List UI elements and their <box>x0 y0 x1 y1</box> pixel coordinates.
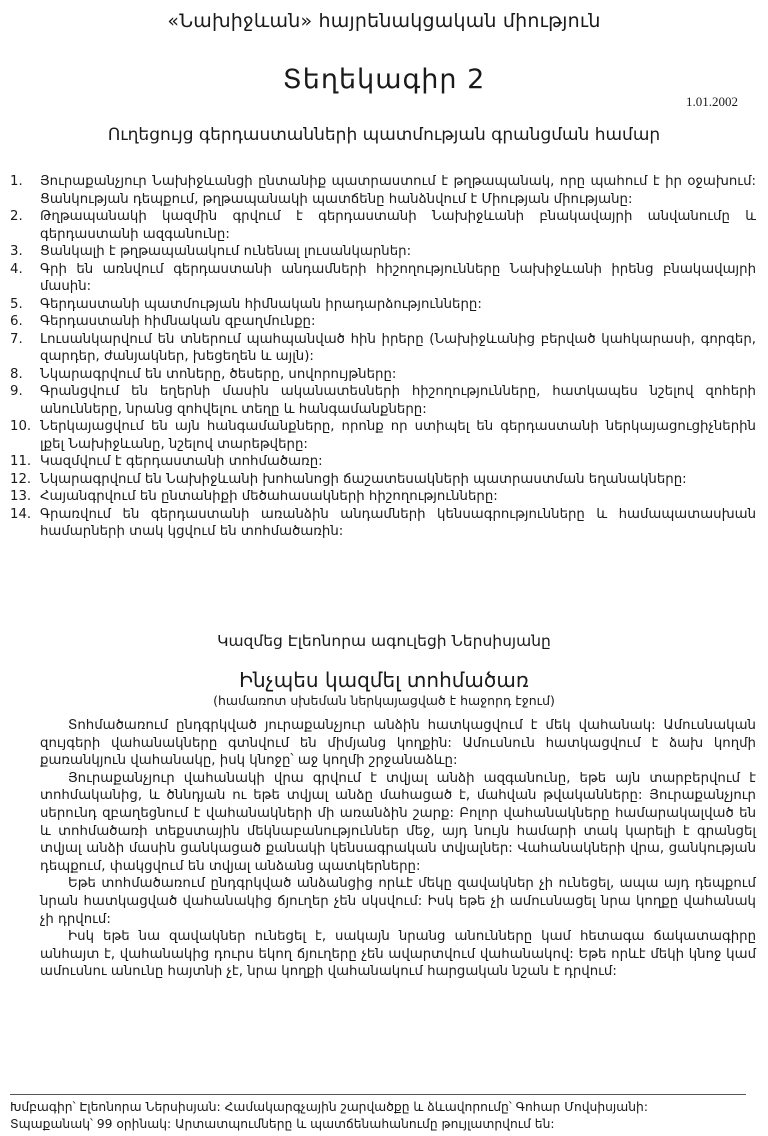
list-item-text: Կազմվում է գերդաստանի տոհմածառը: <box>40 454 323 469</box>
list-item-text: Յուրաքանչյուր Նախիջևանցի ընտանիք պատրաստում է թղթապանակ, որը պահում է իր օջախում: Ցանկության դեպքում, թղթապանակի պատճենը հանձնվում է Միության միությանը: <box>40 174 756 207</box>
paragraph: Տոհմածառում ընդգրկված յուրաքանչյուր անձին հատկացվում է մեկ վահանակ: Ամուսնական զույգերի վահանակները գտնվում են միմյանց կողքին: Ամուսնուն հատկացվում է ձախ կողմի քառանկյուն վահանակը, իսկ կնոջը՝ աջ կողմի շրջանաձևը: <box>40 718 756 769</box>
list-item <box>10 471 756 489</box>
list-item-text: Գերդաստանի հիմնական զբաղմունքը: <box>40 314 316 329</box>
list-item-text: Նկարագրվում են Նախիջևանի խոհանոցի ճաշատեսակների պատրաստման եղանակները: <box>40 471 687 487</box>
list-item <box>10 418 756 453</box>
list-item <box>10 506 756 541</box>
list-item-number: 9. <box>10 384 23 399</box>
article-body <box>40 717 756 981</box>
footer-print-info: Տպաքանակ՝ 99 օրինակ: Արտատպումները և պատճենահանումը թույլատրվում են: <box>10 1117 555 1131</box>
list-item-text: Գրի են առնվում գերդաստանի անդամների հիշողությունները Նախիջևանի իրենց բնակավայրի մասին: <box>40 261 756 294</box>
section-title: Ինչպես կազմել տոհմածառ <box>239 668 529 692</box>
list-item <box>10 331 756 366</box>
list-item-number: 7. <box>10 331 23 347</box>
guide-list <box>10 173 756 541</box>
list-item-number: 4. <box>10 261 23 277</box>
list-item-number: 3. <box>10 244 23 259</box>
list-item-number: 11. <box>10 454 32 469</box>
organization-name: «Նախիջևան» հայրենակցական միություն <box>167 10 601 32</box>
list-item-number: 14. <box>10 506 32 522</box>
list-item-text: Նկարագրվում են տոները, ծեսերը, սովորույթները: <box>40 366 397 382</box>
list-item <box>10 173 756 208</box>
list-item <box>10 208 756 243</box>
list-item-text: Լուսանկարվում են տներում պահպանված հին իրերը (Նախիջևանից բերված կահկարասի, գորգեր, զարդեր, ժանյակներ, խեցեղեն և այլն): <box>40 331 756 364</box>
list-item-number: 2. <box>10 209 23 224</box>
list-item <box>10 261 756 296</box>
list-item-text: Ներկայացվում են այն հանգամանքները, որոնք որ ստիպել են գերդաստանի ներկայացուցիչներին լքել Նախիջևանը, նշելով տարեթվերը: <box>40 419 756 452</box>
list-item <box>10 296 756 314</box>
list-item <box>10 383 756 418</box>
list-item-text: Թղթապանակի կազմին գրվում է գերդաստանի Նախիջևանի բնակավայրի անվանումը և գերդաստանի ազգանունը: <box>40 209 756 242</box>
list-item <box>10 243 756 261</box>
document-title: Տեղեկագիր 2 <box>282 64 486 95</box>
list-item <box>10 366 756 384</box>
footer-credits: Խմբագիր՝ Էլեոնորա Ներսիսյան: Համակարգչային շարվածքը և ձևավորումը՝ Գոհար Մովսիսյանի: <box>10 1100 648 1114</box>
list-item-number: 12. <box>10 471 32 487</box>
paragraph: Յուրաքանչյուր վահանակի վրա գրվում է տվյալ անձի ազգանունը, եթե այն տարբերվում է տոհմականից, և ծննդյան ու եթե տվյալ անձը մահացած է, մահվան թվականները: Յուրաքանչյուր սերունդ զբաղեցնում է վահանակների մի առանձին շարք: Բոլոր վահանակները համարակալված են և տոհմածառի տեքստային մեկնաբանություններ մեջ, այդ նույն համարի տակ կարելի է գրանցել տվյալ անձի մասին ցանկացած քանակի կենսագրական տվյալներ: Վահանակների վրա, ցանկության դեպքում, փակցվում են տվյալ անձանց պատկերները: <box>40 770 756 874</box>
list-item-number: 13. <box>10 489 32 504</box>
paragraph: Իսկ եթե նա զավակներ ունեցել է, սակայն նրանց անունները կամ հետագա ճակատագիրը անհայտ է, վահանակից դուրս եկող ճյուղերը չեն ավարտվում վահանակով: Եթե որևէ մեկի կնոջ կամ ամուսնու անունը հայտնի չէ, նրա կողքի վահանակում հարցական նշան է դրվում: <box>40 929 756 980</box>
document-date: 1.01.2002 <box>686 94 738 109</box>
list-item-number: 6. <box>10 314 23 329</box>
footer <box>10 1099 750 1133</box>
list-item-text: Գրանցվում են եղերնի մասին ականատեսների հիշողությունները, հատկապես նշելով զոհերի անունները, նրանց զոհվելու տեղը և հանգամանքները: <box>40 384 756 417</box>
list-item <box>10 453 756 471</box>
section-subtitle: (համառոտ սխեման ներկայացված է հաջորդ էջում) <box>213 693 555 708</box>
list-item-number: 5. <box>10 296 23 312</box>
list-item <box>10 313 756 331</box>
list-item <box>10 488 756 506</box>
footer-divider <box>10 1094 746 1095</box>
list-item-number: 1. <box>10 174 23 189</box>
list-item-text: Գերդաստանի պատմության հիմնական իրադարձությունները: <box>40 296 482 312</box>
paragraph: Եթե տոհմածառում ընդգրկված անձանցից որևէ մեկը զավակներ չի ունեցել, ապա այդ դեպքում նրան հատկացված վահանակից ճյուղեր չեն սկսվում: Իսկ եթե չի ամուսնացել նրա կողքը վահանակ չի դրվում: <box>40 876 756 927</box>
list-item-number: 8. <box>10 366 23 382</box>
author-line: Կազմեց Էլեոնորա ագուլեցի Ներսիսյանը <box>217 632 551 650</box>
guide-heading: Ուղեցույց գերդաստանների պատմության գրանցման համար <box>107 125 661 145</box>
list-item-text: Հայանգրվում են ընտանիքի մեծահասակների հիշողությունները: <box>40 489 498 504</box>
list-item-text: Ցանկալի է թղթապանակում ունենալ լուսանկարներ: <box>40 244 412 259</box>
list-item-text: Գրառվում են գերդաստանի առանձին անդամների կենսագրությունները և համապատասխան համարների տակ կցվում են տոհմածառին: <box>40 506 756 539</box>
list-item-number: 10. <box>10 419 32 434</box>
